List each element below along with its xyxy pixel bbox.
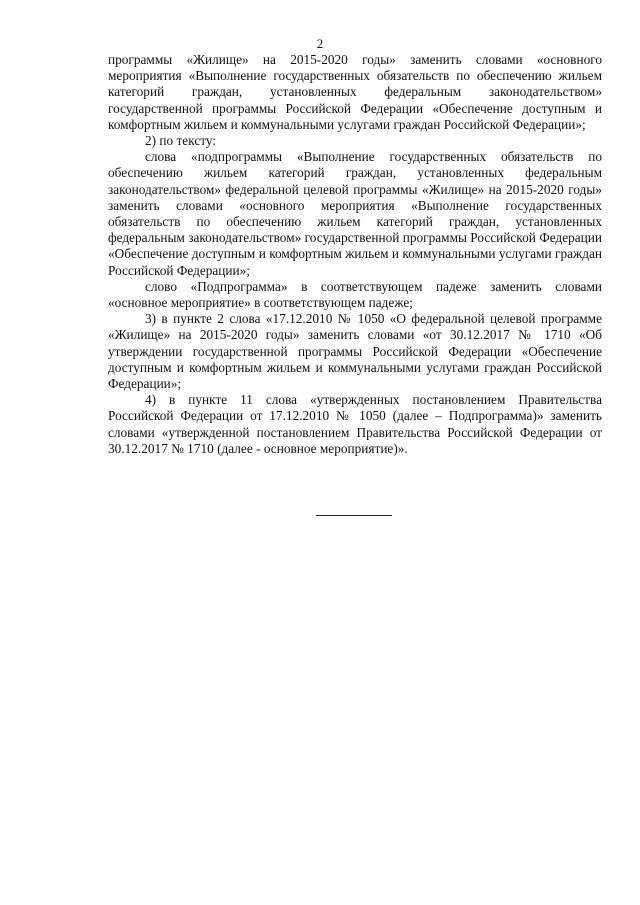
paragraph-item-2: 2) по тексту:: [145, 133, 217, 149]
page-number: 2: [316, 36, 324, 51]
paragraph-item-3: 3) в пункте 2 слова «17.12.2010 № 1050 «О федеральной целевой программе «Жилище» на 2015-2020 годы» заменить словами «от 30.12.2017 № 1710 «Об утверждении государственной программы Российской Федерации «Обеспечение доступным и комфортным жильем и коммунальными услугами граждан Российской Федерации»;: [108, 311, 602, 392]
paragraph-continuation: программы «Жилище» на 2015-2020 годы» заменить словами «основного мероприятия «Выполнение государственных обязательств по обеспечению жильем категорий граждан, установленных федеральным законодательством» государственной программы Российской Федерации «Обеспечение доступным и комфортным жильем и коммунальными услугами граждан Российской Федерации»;: [108, 52, 602, 132]
document-body: [108, 52, 602, 457]
paragraph-item-2-word: слово «Подпрограмма» в соответствующем падеже заменить словами «основное мероприятие» в соответствующем падеже;: [108, 278, 602, 311]
paragraph-item-2-words: слова «подпрограммы «Выполнение государственных обязательств по обеспечению жильем категорий граждан, установленных федеральным законодательством» федеральной целевой программы «Жилище» на 2015-2020 годы» заменить словами «основного мероприятия «Выполнение государственных обязательств по обеспечению жильем категорий граждан, установленных федеральным законодательством» государственной программы Российской Федерации «Обеспечение доступным и комфортным жильем и коммунальными услугами граждан Российской Федерации»;: [108, 149, 602, 278]
paragraph-item-4: 4) в пункте 11 слова «утвержденных постановлением Правительства Российской Федерации от 17.12.2010 № 1050 (далее – Подпрограмма)» заменить словами «утвержденной постановлением Правительства Российской Федерации от 30.12.2017 № 1710 (далее - основное мероприятие)».: [108, 392, 602, 456]
end-of-text-rule: [316, 515, 392, 516]
